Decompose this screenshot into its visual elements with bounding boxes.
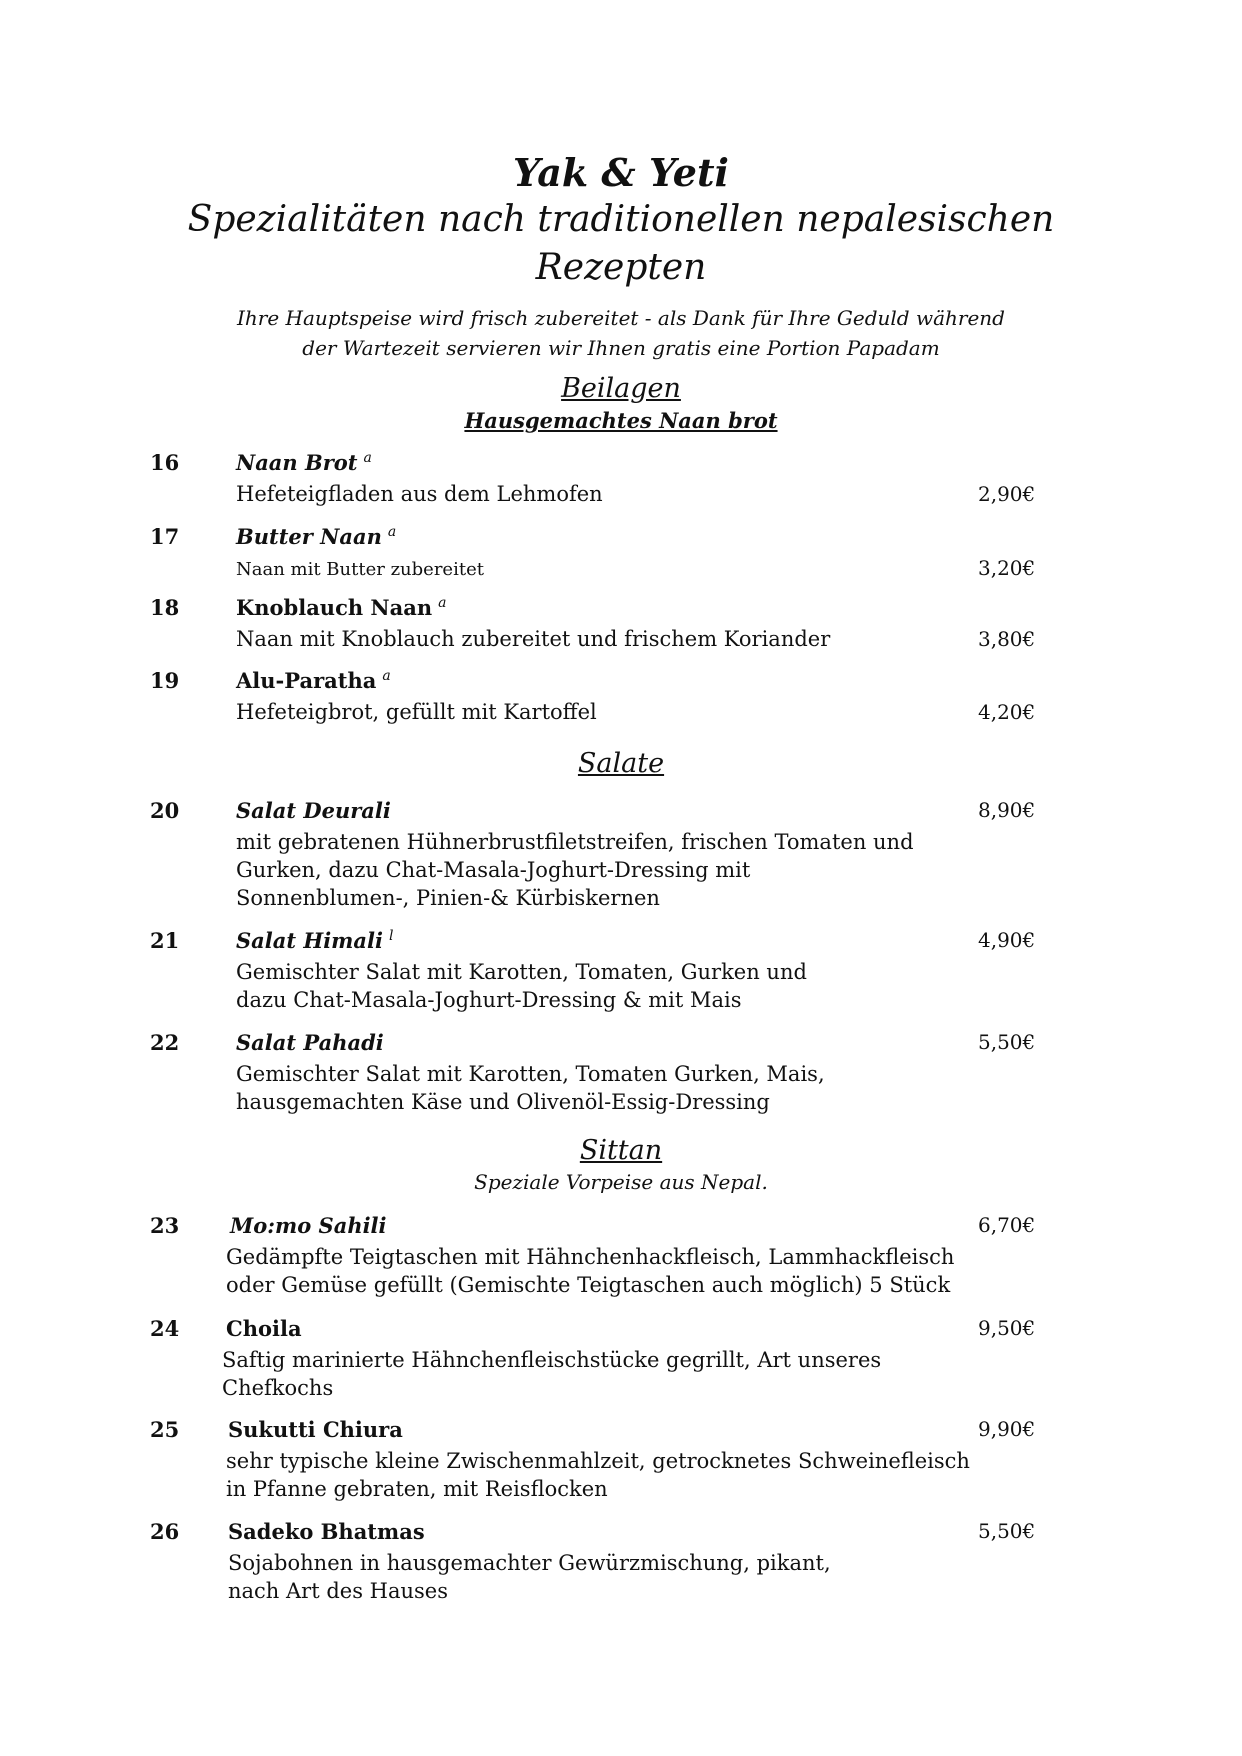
item-number: 20 — [150, 798, 180, 823]
item-price: 6,70€ — [978, 1213, 1036, 1237]
allergen-mark: a — [363, 450, 372, 466]
item-name: Salat Deurali — [236, 798, 391, 823]
item-description: Hefeteigfladen aus dem Lehmofen — [236, 482, 603, 506]
item-price: 5,50€ — [978, 1030, 1036, 1054]
item-price: 8,90€ — [978, 798, 1036, 822]
item-description: Naan mit Butter zubereitet — [236, 559, 484, 580]
item-name: Butter Naan $^a$ — [236, 524, 397, 549]
item-description: sehr typische kleine Zwischenmahlzeit, getrocknetes Schweinefleisch in Pfanne gebraten, mit Reisflocken — [226, 1449, 970, 1501]
allergen-mark: a — [387, 524, 397, 540]
intro-note-line-2: der Wartezeit servieren wir Ihnen gratis eine Portion Papadam — [302, 336, 940, 360]
item-description: Hefeteigbrot, gefüllt mit Kartoffel — [236, 700, 597, 724]
intro-note — [0, 303, 1242, 363]
item-number: 17 — [150, 524, 180, 549]
item-number: 21 — [150, 928, 180, 953]
item-description: Gedämpfte Teigtaschen mit Hähnchenhackfleisch, Lammhackfleisch oder Gemüse gefüllt (Gemischte Teigtaschen auch möglich) 5 Stück — [226, 1245, 955, 1297]
item-description: mit gebratenen Hühnerbrustfiletstreifen, frischen Tomaten und Gurken, dazu Chat-Masala-Joghurt-Dressing mit Sonnenblumen-, Pinien-& Kürbiskernen — [236, 830, 914, 910]
item-number: 23 — [150, 1213, 180, 1238]
item-name: Mo:mo Sahili — [230, 1213, 387, 1238]
item-name: Salat Pahadi — [236, 1030, 384, 1055]
item-number: 19 — [150, 668, 180, 693]
sittan-subnote: Speziale Vorpeise aus Nepal. — [474, 1170, 768, 1194]
item-name: Naan Brot $^a$ — [236, 450, 372, 475]
allergen-mark: l — [388, 928, 394, 944]
item-name: Knoblauch Naan $^a$ — [236, 595, 447, 620]
item-name: Sadeko Bhatmas — [228, 1519, 425, 1544]
item-description: Gemischter Salat mit Karotten, Tomaten Gurken, Mais, hausgemachten Käse und Olivenöl-Essig-Dressing — [236, 1062, 825, 1114]
item-description: Saftig marinierte Hähnchenfleischstücke gegrillt, Art unseres Chefkochs — [222, 1348, 882, 1400]
item-number: 24 — [150, 1316, 180, 1341]
item-price: 5,50€ — [978, 1519, 1036, 1543]
item-number: 18 — [150, 595, 180, 620]
item-description: Naan mit Knoblauch zubereitet und frischem Koriander — [236, 627, 831, 651]
item-name: Salat Himali $^l$ — [236, 928, 394, 953]
item-price: 4,90€ — [978, 928, 1036, 952]
subtitle-line-1: Spezialitäten nach traditionellen nepalesischen — [187, 199, 1055, 240]
item-description: Gemischter Salat mit Karotten, Tomaten, Gurken und dazu Chat-Masala-Joghurt-Dressing & mit Mais — [236, 960, 807, 1012]
item-price: 4,20€ — [978, 700, 1036, 724]
subheading-naan: Hausgemachtes Naan brot — [464, 408, 778, 433]
item-number: 16 — [150, 450, 180, 475]
subtitle-line-2: Rezepten — [535, 247, 707, 288]
item-name: Sukutti Chiura — [228, 1417, 403, 1442]
menu-subtitle — [0, 196, 1242, 292]
item-price: 9,90€ — [978, 1417, 1036, 1441]
item-name: Alu-Paratha $^a$ — [236, 668, 391, 693]
item-number: 26 — [150, 1519, 180, 1544]
item-price: 3,20€ — [978, 556, 1036, 580]
section-heading-salate: Salate — [577, 748, 665, 779]
section-heading-beilagen: Beilagen — [561, 373, 681, 404]
allergen-mark: a — [438, 595, 447, 611]
item-price: 2,90€ — [978, 482, 1036, 506]
item-number: 22 — [150, 1030, 180, 1055]
item-name: Choila — [226, 1316, 302, 1341]
allergen-mark: a — [382, 668, 391, 684]
item-number: 25 — [150, 1417, 180, 1442]
restaurant-title: Yak & Yeti — [513, 150, 729, 195]
item-description: Sojabohnen in hausgemachter Gewürzmischung, pikant, nach Art des Hauses — [228, 1551, 831, 1603]
item-price: 9,50€ — [978, 1316, 1036, 1340]
intro-note-line-1: Ihre Hauptspeise wird frisch zubereitet - als Dank für Ihre Geduld während — [237, 306, 1005, 330]
section-heading-sittan: Sittan — [579, 1135, 663, 1166]
item-price: 3,80€ — [978, 627, 1036, 651]
